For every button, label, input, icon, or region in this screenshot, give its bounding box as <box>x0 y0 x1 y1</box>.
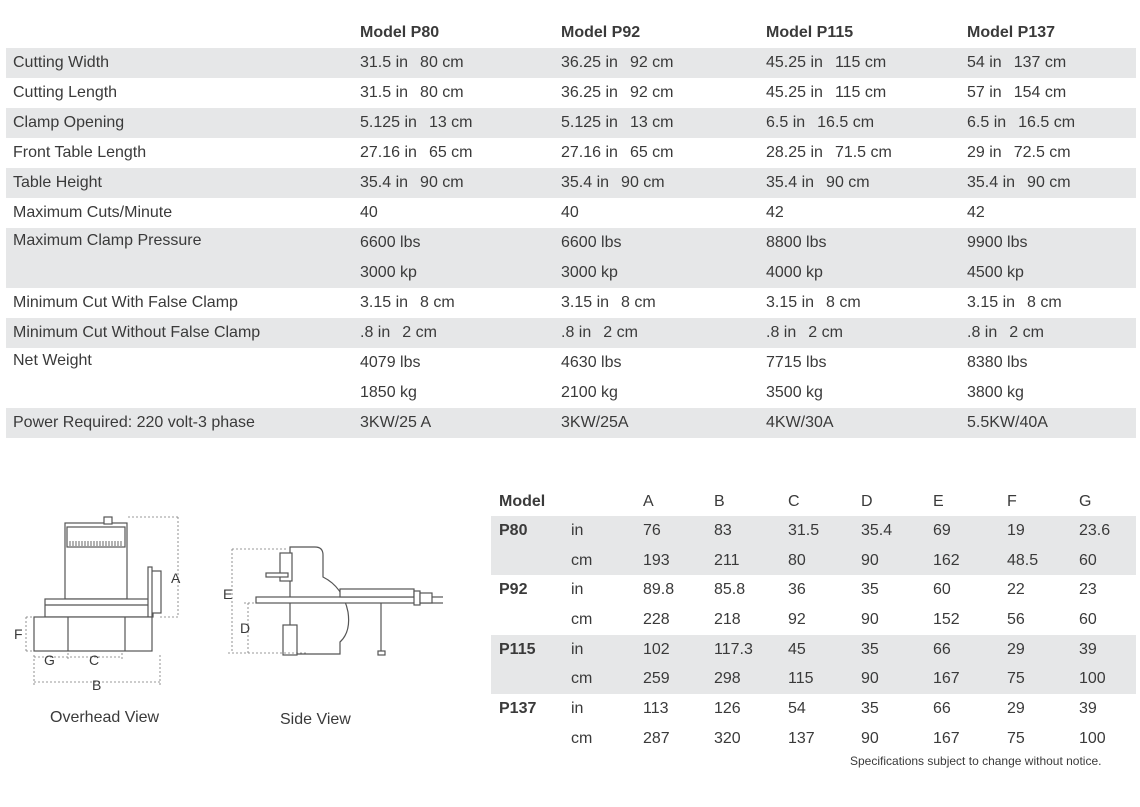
spec-cell-p137 <box>967 408 1136 438</box>
spec-value-imperial: 27.16 in <box>360 144 417 161</box>
spec-cell-p115 <box>766 228 967 288</box>
dimension-value: 102 <box>643 635 714 665</box>
spec-cell-p92 <box>561 168 766 198</box>
spec-cell-p137 <box>967 168 1136 198</box>
spec-cell-p115 <box>766 348 967 408</box>
dimension-value: 29 <box>1007 699 1025 717</box>
spec-row-label: Cutting Length <box>13 84 118 101</box>
dimension-value: 89.8 <box>643 581 675 599</box>
dimension-row <box>491 664 1136 694</box>
spec-row <box>6 318 1136 348</box>
spec-value-imperial: 29 in <box>967 144 1002 161</box>
dimension-unit: in <box>571 699 584 717</box>
spec-value-metric: 115 cm <box>834 54 887 71</box>
spec-value-imperial: 6.5 in <box>967 114 1007 131</box>
spec-row-label: Power Required: 220 volt-3 phase <box>6 408 360 438</box>
dimension-row <box>491 546 1136 576</box>
dimension-value: 66 <box>933 635 1007 665</box>
spec-table <box>6 18 1136 438</box>
dimension-model-name <box>491 664 571 694</box>
dimension-value: 45 <box>788 635 861 665</box>
dimension-value: 75 <box>1007 664 1079 694</box>
spec-value-imperial: 3KW/25A <box>561 414 629 431</box>
spec-value-imperial: 45.25 in <box>766 54 823 71</box>
spec-value-imperial: 54 in <box>967 54 1002 71</box>
dimension-value: 36 <box>788 581 806 599</box>
dimension-value: 22 <box>1007 581 1025 599</box>
spec-value-imperial: 31.5 in <box>360 84 409 101</box>
spec-value-metric: 1850 kg <box>360 384 417 401</box>
dimension-header-row <box>491 487 1136 516</box>
spec-cell-p137 <box>967 138 1136 168</box>
spec-row-label: Maximum Cuts/Minute <box>13 204 173 221</box>
spec-cell-p115 <box>766 168 967 198</box>
spec-header-row <box>6 18 1136 48</box>
dimension-header-f: F <box>1007 492 1017 510</box>
spec-value-imperial: 40 <box>360 204 378 221</box>
spec-value-metric: 65 cm <box>629 144 674 161</box>
dim-label-b: B <box>92 677 102 693</box>
dimension-unit: in <box>571 581 584 599</box>
dimension-value: 90 <box>861 729 879 747</box>
spec-row <box>6 78 1136 108</box>
spec-cell-p115 <box>766 288 967 318</box>
spec-value-metric: 90 cm <box>420 174 464 191</box>
spec-row-label: Clamp Opening <box>6 108 360 138</box>
spec-cell-p137 <box>967 288 1136 318</box>
spec-row <box>6 198 1136 228</box>
dimension-value: 137 <box>788 729 815 747</box>
spec-cell-p92 <box>561 48 766 78</box>
dimension-value: 54 <box>788 699 806 717</box>
spec-cell-p92 <box>561 408 766 438</box>
dimension-header-model: Model <box>499 492 546 510</box>
dimension-value: 60 <box>933 581 951 599</box>
spec-value-metric: 92 cm <box>629 84 674 101</box>
dimension-value: 92 <box>788 610 806 628</box>
dimension-model-name <box>491 605 571 635</box>
dimension-model-name: P137 <box>499 699 537 717</box>
spec-row <box>6 48 1136 78</box>
spec-table-body <box>6 48 1136 438</box>
dimension-value: 259 <box>643 664 714 694</box>
dimension-unit: cm <box>571 664 643 694</box>
spec-value-imperial: 6.5 in <box>766 114 806 131</box>
spec-value-metric: 72.5 cm <box>1013 144 1071 161</box>
dimension-value: 35 <box>861 581 879 599</box>
dimension-value: 23 <box>1079 581 1097 599</box>
spec-row <box>6 408 1136 438</box>
spec-value-imperial: 4KW/30A <box>766 414 834 431</box>
spec-value-metric: 4500 kp <box>967 264 1024 281</box>
dimension-value: 228 <box>643 610 670 628</box>
spec-value-imperial: 4630 lbs <box>561 354 622 371</box>
disclaimer-note: Specifications subject to change without notice. <box>850 754 1102 768</box>
spec-value-metric: 3000 kp <box>561 264 618 281</box>
dimension-unit: cm <box>571 610 593 628</box>
spec-value-imperial: 31.5 in <box>360 54 409 71</box>
spec-cell-p80 <box>360 108 561 138</box>
dimension-value: 90 <box>861 610 879 628</box>
spec-header-p92: Model P92 <box>561 24 641 41</box>
spec-value-metric: 3000 kp <box>360 264 417 281</box>
spec-row-label: Front Table Length <box>13 144 147 161</box>
dimension-header-a: A <box>643 492 654 510</box>
dimension-value: 193 <box>643 546 714 576</box>
spec-cell-p115 <box>766 198 967 228</box>
spec-value-imperial: 36.25 in <box>561 54 618 71</box>
spec-value-imperial: 7715 lbs <box>766 354 827 371</box>
spec-value-imperial: .8 in <box>561 324 592 341</box>
dimension-value: 298 <box>714 664 788 694</box>
dimension-row <box>491 635 1136 665</box>
dimension-header-g: G <box>1079 492 1092 510</box>
spec-cell-p115 <box>766 78 967 108</box>
dimension-table-body <box>491 516 1136 754</box>
spec-value-metric: 3500 kg <box>766 384 823 401</box>
spec-cell-p80 <box>360 348 561 408</box>
spec-value-imperial: 3.15 in <box>766 294 815 311</box>
spec-value-imperial: 42 <box>766 204 784 221</box>
spec-value-imperial: 5.125 in <box>360 114 417 131</box>
spec-row-label: Maximum Clamp Pressure <box>6 228 360 288</box>
spec-value-metric: 8 cm <box>1027 294 1062 311</box>
spec-value-metric: 92 cm <box>629 54 674 71</box>
spec-value-metric: 13 cm <box>428 114 473 131</box>
spec-value-imperial: 42 <box>967 204 985 221</box>
dimension-value: 48.5 <box>1007 546 1079 576</box>
spec-value-imperial: 5.5KW/40A <box>967 414 1048 431</box>
dimension-header-e: E <box>933 492 944 510</box>
spec-cell-p92 <box>561 288 766 318</box>
spec-value-metric: 16.5 cm <box>817 114 875 131</box>
spec-value-imperial: 3.15 in <box>360 294 409 311</box>
spec-cell-p80 <box>360 78 561 108</box>
dimension-value: 83 <box>714 516 788 546</box>
dimension-value: 90 <box>861 664 933 694</box>
dimension-value: 31.5 <box>788 516 861 546</box>
dimension-model-name: P115 <box>491 635 571 665</box>
dimension-value: 76 <box>643 516 714 546</box>
spec-value-metric: 13 cm <box>629 114 674 131</box>
dimension-model-name: P92 <box>499 581 528 599</box>
spec-cell-p80 <box>360 318 561 348</box>
spec-header-blank <box>6 18 360 48</box>
spec-value-imperial: 3KW/25 A <box>360 414 432 431</box>
spec-value-imperial: 35.4 in <box>360 174 409 191</box>
spec-value-metric: 8 cm <box>621 294 656 311</box>
spec-row <box>6 168 1136 198</box>
spec-value-imperial: 45.25 in <box>766 84 823 101</box>
overhead-view-caption: Overhead View <box>50 709 160 726</box>
spec-value-metric: 2 cm <box>1009 324 1044 341</box>
dimension-value: 35 <box>861 635 933 665</box>
spec-cell-p80 <box>360 138 561 168</box>
dimension-table <box>491 487 1136 754</box>
spec-cell-p80 <box>360 198 561 228</box>
spec-cell-p115 <box>766 48 967 78</box>
dimension-model-name <box>491 546 571 576</box>
spec-value-metric: 3800 kg <box>967 384 1024 401</box>
dimension-header-d: D <box>861 492 873 510</box>
dimension-row <box>491 724 1136 754</box>
dimension-value: 211 <box>714 546 788 576</box>
dimension-value: 29 <box>1007 635 1079 665</box>
spec-value-imperial: 27.16 in <box>561 144 618 161</box>
dimension-model-name: P80 <box>491 516 571 546</box>
dimension-unit: in <box>571 516 643 546</box>
spec-cell-p137 <box>967 48 1136 78</box>
spec-value-imperial: 36.25 in <box>561 84 618 101</box>
dimension-value: 113 <box>643 699 669 717</box>
dimension-value: 126 <box>714 699 741 717</box>
dimension-value: 152 <box>933 610 960 628</box>
spec-value-metric: 154 cm <box>1013 84 1067 101</box>
side-view-drawing <box>218 535 443 660</box>
spec-value-metric: 90 cm <box>1027 174 1071 191</box>
spec-value-imperial: 6600 lbs <box>360 234 421 251</box>
spec-cell-p80 <box>360 228 561 288</box>
dim-label-c: C <box>89 652 100 668</box>
dimension-unit: cm <box>571 729 593 747</box>
dimension-value: 60 <box>1079 546 1136 576</box>
dimension-unit: in <box>571 635 643 665</box>
spec-cell-p92 <box>561 138 766 168</box>
side-view-caption: Side View <box>280 711 351 728</box>
spec-value-imperial: .8 in <box>967 324 998 341</box>
spec-value-imperial: 5.125 in <box>561 114 618 131</box>
dimension-value: 56 <box>1007 610 1025 628</box>
spec-row-label: Cutting Width <box>6 48 360 78</box>
spec-row-label: Table Height <box>6 168 360 198</box>
dimension-row <box>491 694 1136 724</box>
spec-value-imperial: 9900 lbs <box>967 234 1028 251</box>
dimension-value: 39 <box>1079 699 1097 717</box>
spec-row-label: Net Weight <box>13 352 92 369</box>
spec-header-p137: Model P137 <box>967 24 1056 41</box>
spec-value-metric: 8 cm <box>420 294 455 311</box>
spec-value-metric: 2 cm <box>603 324 638 341</box>
spec-value-metric: 80 cm <box>420 84 464 101</box>
dimension-value: 167 <box>933 664 1007 694</box>
dimension-header-unit <box>571 487 643 516</box>
spec-value-imperial: 6600 lbs <box>561 234 622 251</box>
spec-cell-p137 <box>967 198 1136 228</box>
spec-cell-p92 <box>561 78 766 108</box>
spec-cell-p137 <box>967 108 1136 138</box>
spec-cell-p92 <box>561 318 766 348</box>
dimension-row <box>491 605 1136 635</box>
dimension-header-b: B <box>714 492 725 510</box>
spec-cell-p137 <box>967 228 1136 288</box>
spec-header-p115: Model P115 <box>766 24 854 41</box>
dimension-value: 218 <box>714 610 741 628</box>
spec-row <box>6 288 1136 318</box>
spec-cell-p137 <box>967 348 1136 408</box>
dimension-row <box>491 516 1136 546</box>
dimension-value: 80 <box>788 546 861 576</box>
spec-row <box>6 348 1136 408</box>
spec-row-label: Minimum Cut With False Clamp <box>13 294 238 311</box>
spec-value-metric: 90 cm <box>826 174 870 191</box>
spec-value-imperial: 35.4 in <box>766 174 815 191</box>
spec-value-imperial: 8800 lbs <box>766 234 827 251</box>
spec-value-imperial: 28.25 in <box>766 144 823 161</box>
spec-value-imperial: 35.4 in <box>561 174 610 191</box>
spec-value-imperial: 3.15 in <box>561 294 610 311</box>
dimension-model-name <box>491 724 571 754</box>
spec-cell-p80 <box>360 48 561 78</box>
dimension-row <box>491 575 1136 605</box>
dimension-value: 162 <box>933 546 1007 576</box>
dimension-value: 69 <box>933 516 1007 546</box>
spec-value-metric: 65 cm <box>428 144 473 161</box>
dimension-value: 100 <box>1079 729 1106 747</box>
dimension-value: 60 <box>1079 610 1097 628</box>
dimension-value: 66 <box>933 699 951 717</box>
spec-value-imperial: 8380 lbs <box>967 354 1028 371</box>
dim-label-g: G <box>44 652 55 668</box>
spec-row <box>6 228 1136 288</box>
spec-value-metric: 115 cm <box>834 84 887 101</box>
spec-value-imperial: 3.15 in <box>967 294 1016 311</box>
spec-row <box>6 138 1136 168</box>
dim-label-a: A <box>171 570 181 586</box>
spec-cell-p137 <box>967 78 1136 108</box>
spec-header-p80: Model P80 <box>360 24 440 41</box>
dimension-header-c: C <box>788 492 800 510</box>
dimension-value: 167 <box>933 729 960 747</box>
spec-cell-p115 <box>766 318 967 348</box>
spec-value-imperial: 35.4 in <box>967 174 1016 191</box>
spec-value-metric: 80 cm <box>420 54 464 71</box>
dimension-value: 75 <box>1007 729 1025 747</box>
dimension-value: 115 <box>788 664 861 694</box>
dimension-value: 39 <box>1079 635 1136 665</box>
spec-cell-p92 <box>561 348 766 408</box>
spec-cell-p115 <box>766 138 967 168</box>
spec-row <box>6 108 1136 138</box>
spec-value-metric: 2100 kg <box>561 384 618 401</box>
spec-cell-p92 <box>561 198 766 228</box>
spec-cell-p92 <box>561 108 766 138</box>
dimension-value: 320 <box>714 729 741 747</box>
dimension-value: 100 <box>1079 664 1136 694</box>
spec-cell-p137 <box>967 318 1136 348</box>
dim-label-f: F <box>14 626 23 642</box>
dimension-value: 35 <box>861 699 879 717</box>
spec-value-imperial: 4079 lbs <box>360 354 421 371</box>
spec-value-metric: 71.5 cm <box>834 144 892 161</box>
dimension-value: 35.4 <box>861 516 933 546</box>
spec-value-imperial: 40 <box>561 204 579 221</box>
spec-cell-p92 <box>561 228 766 288</box>
spec-cell-p115 <box>766 108 967 138</box>
spec-row-label: Minimum Cut Without False Clamp <box>6 318 360 348</box>
dimension-value: 90 <box>861 546 933 576</box>
spec-value-imperial: .8 in <box>766 324 797 341</box>
spec-value-metric: 4000 kp <box>766 264 823 281</box>
spec-cell-p80 <box>360 288 561 318</box>
dimension-value: 287 <box>643 729 670 747</box>
spec-value-metric: 16.5 cm <box>1018 114 1076 131</box>
spec-cell-p80 <box>360 408 561 438</box>
spec-value-imperial: 57 in <box>967 84 1002 101</box>
dimension-unit: cm <box>571 546 643 576</box>
spec-value-imperial: .8 in <box>360 324 391 341</box>
dimension-value: 19 <box>1007 516 1079 546</box>
spec-value-metric: 90 cm <box>621 174 665 191</box>
spec-cell-p80 <box>360 168 561 198</box>
dimension-value: 85.8 <box>714 581 746 599</box>
spec-value-metric: 2 cm <box>402 324 437 341</box>
dim-label-e: E <box>223 586 233 602</box>
overhead-view-drawing <box>10 505 195 695</box>
dimension-value: 117.3 <box>714 635 788 665</box>
spec-cell-p115 <box>766 408 967 438</box>
spec-value-metric: 137 cm <box>1013 54 1067 71</box>
dim-label-d: D <box>240 620 251 636</box>
dimension-value: 23.6 <box>1079 516 1136 546</box>
spec-value-metric: 2 cm <box>808 324 843 341</box>
spec-value-metric: 8 cm <box>826 294 861 311</box>
